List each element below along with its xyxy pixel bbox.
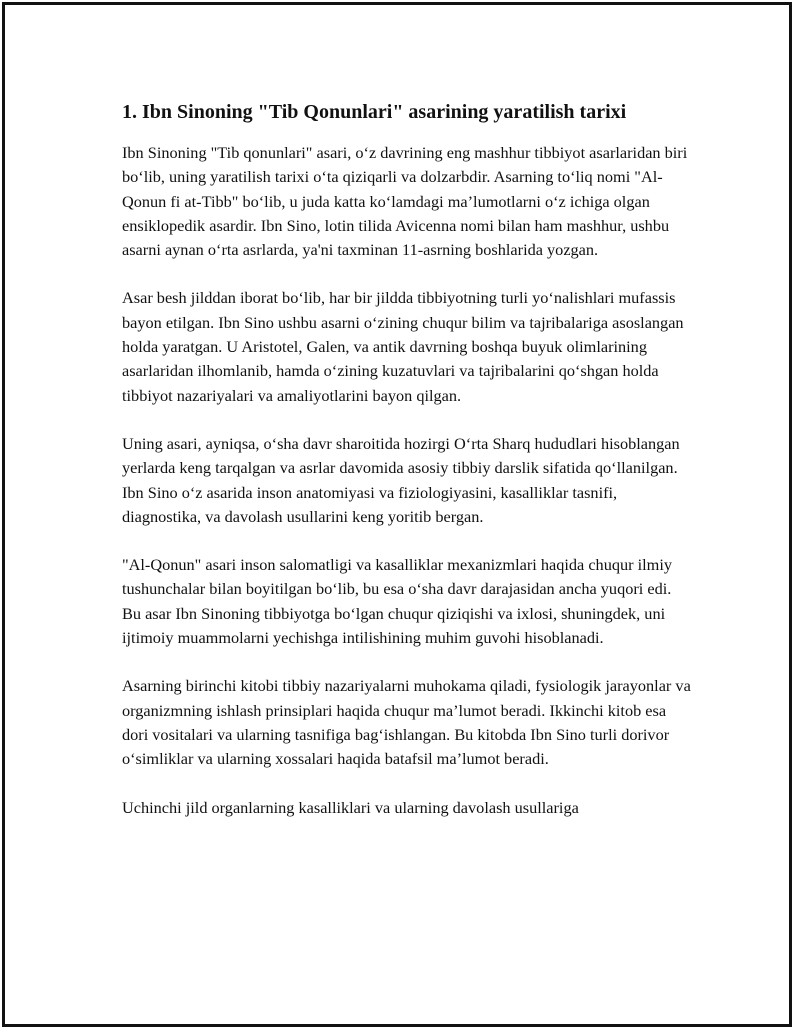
paragraph-1: Ibn Sinoning "Tib qonunlari" asari, o‘z davrining eng mashhur tibbiyot asarlaridan biri bo‘lib, uning yaratilish tarixi o‘ta qiziqarli va dolzarbdir. Asarning to‘liq nomi "Al-Qonun fi at-Tibb" bo‘lib, u juda katta ko‘lamdagi ma’lumotlarni o‘z ichiga olgan ensiklopedik asardir. Ibn Sino, lotin tilida Avicenna nomi bilan ham mashhur, ushbu asarni aynan o‘rta asrlarda, ya'ni taxminan 11-asrning boshlarida yozgan. xyxy=(122,143,688,260)
page-frame xyxy=(2,2,792,1027)
paragraph-6: Uchinchi jild organlarning kasalliklari va ularning davolash usullariga xyxy=(122,797,579,817)
section-heading: 1. Ibn Sinoning "Tib Qonunlari" asarining yaratilish tarixi xyxy=(122,101,627,123)
paragraph-5: Asarning birinchi kitobi tibbiy nazariyalarni muhokama qiladi, fysiologik jarayonlar va organizmning ishlash prinsiplari haqida chuqur ma’lumot beradi. Ikkinchi kitob esa dori vositalari va ularning tasnifiga bag‘ishlangan. Bu kitobda Ibn Sino turli dorivor o‘simliklar va ularning xossalari haqida batafsil ma’lumot beradi. xyxy=(122,676,691,769)
paragraph-2: Asar besh jilddan iborat bo‘lib, har bir jildda tibbiyotning turli yo‘nalishlari mufassis bayon etilgan. Ibn Sino ushbu asarni o‘zining chuqur bilim va tajribalariga asoslangan holda yaratgan. U Aristotel, Galen, va antik davrning boshqa buyuk olimlarining asarlaridan ilhomlanib, hamda o‘zining kuzatuvlari va tajribalarini qo‘shgan holda tibbiyot nazariyalari va amaliyotlarini bayon qilgan. xyxy=(122,288,684,405)
paragraph-4: "Al-Qonun" asari inson salomatligi va kasalliklar mexanizmlari haqida chuqur ilmiy tushunchalar bilan boyitilgan bo‘lib, bu esa o‘sha davr darajasidan ancha yuqori edi. Bu asar Ibn Sinoning tibbiyotga bo‘lgan chuqur qiziqishi va ixlosi, shuningdek, uni ijtimoiy muammolarni yechishga intilishining muhim guvohi hisoblanadi. xyxy=(122,555,672,648)
document-body xyxy=(122,99,692,844)
paragraph-3: Uning asari, ayniqsa, o‘sha davr sharoitida hozirgi O‘rta Sharq hududlari hisoblangan yerlarda keng tarqalgan va asrlar davomida asosiy tibbiy darslik sifatida qo‘llanilgan. Ibn Sino o‘z asarida inson anatomiyasi va fiziologiyasini, kasalliklar tasnifi, diagnostika, va davolash usullarini keng yoritib bergan. xyxy=(122,433,680,526)
